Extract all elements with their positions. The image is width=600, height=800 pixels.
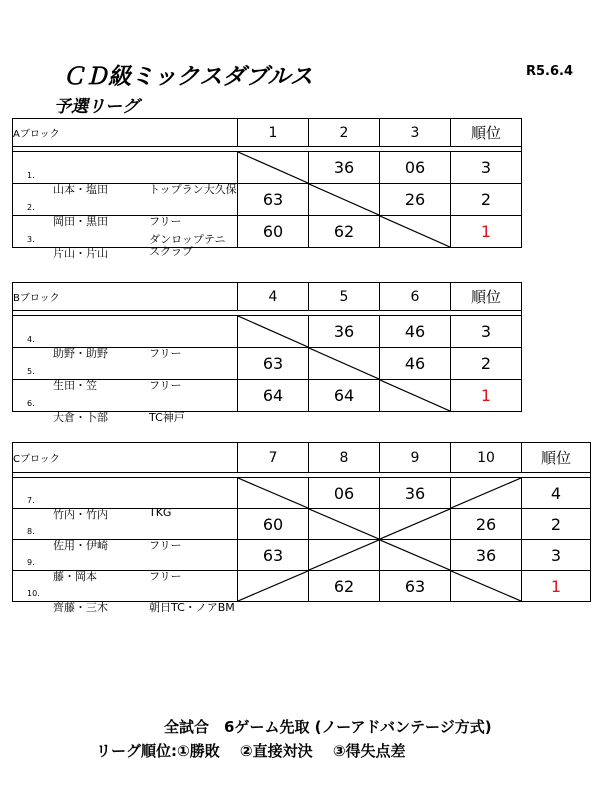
affiliation: 朝日TC・ノアBM [149, 601, 235, 614]
score-cell: 06 [309, 478, 380, 509]
page-subtitle: 予選リーグ [54, 97, 139, 117]
score-cell: 26 [380, 184, 451, 216]
affiliation: フリー [149, 346, 182, 360]
block-c-table [12, 442, 591, 614]
score-cell: 63 [380, 571, 451, 602]
diagonal-line [380, 216, 450, 247]
block-name: Cブロック [13, 443, 238, 473]
score-cell: 46 [380, 348, 451, 380]
rank-cell: 3 [451, 316, 522, 348]
table-row [13, 571, 591, 602]
row-index: 4. [27, 334, 35, 344]
no-match-cell [238, 571, 309, 602]
table-row [13, 478, 591, 509]
row-index: 6. [27, 398, 35, 408]
match-format-note: 全試合 6ゲーム先取 (ノーアドバンテージ方式) [164, 718, 492, 736]
block-b-table [12, 282, 522, 424]
rank-cell: 3 [451, 152, 522, 184]
column-header: 2 [309, 119, 380, 147]
rank-cell: 2 [451, 348, 522, 380]
affiliation: フリー [149, 570, 182, 583]
self-match-cell [238, 152, 309, 184]
diagonal-line [238, 152, 308, 183]
rank-cell-winner: 1 [522, 571, 591, 602]
block-a-table [12, 118, 522, 260]
score-cell: 62 [309, 571, 380, 602]
cross-line [451, 478, 521, 508]
rank-header: 順位 [522, 443, 591, 473]
diagonal-line [238, 316, 308, 347]
affiliation: フリー [149, 378, 182, 392]
row-index: 2. [27, 202, 35, 212]
score-cell: 36 [309, 316, 380, 348]
score-cell: 36 [309, 152, 380, 184]
self-match-cell [309, 184, 380, 216]
rank-header: 順位 [451, 283, 522, 311]
table-row [13, 316, 522, 348]
self-match-cell [238, 478, 309, 509]
affiliation: TKG [149, 506, 172, 519]
affiliation: TC神戸 [149, 410, 185, 424]
score-cell: 62 [309, 216, 380, 248]
diagonal-line [309, 509, 379, 539]
no-match-cell [380, 509, 451, 540]
score-cell: 64 [238, 380, 309, 412]
row-index: 5. [27, 366, 35, 376]
row-index: 7. [27, 496, 35, 505]
affiliation: ダンロップテニスクラブ [149, 232, 226, 258]
self-match-cell [380, 540, 451, 571]
player-names: 山本・塩田 [53, 182, 108, 196]
player-names: 大倉・卜部 [53, 410, 108, 424]
column-header: 6 [380, 283, 451, 311]
player-names: 竹内・竹内 [53, 508, 108, 521]
table-row [13, 184, 522, 216]
player-names: 岡田・黒田 [53, 214, 108, 228]
column-header: 1 [238, 119, 309, 147]
self-match-cell [451, 571, 522, 602]
diagonal-line [451, 571, 521, 601]
table-row [13, 540, 591, 571]
table-row [13, 348, 522, 380]
score-cell: 06 [380, 152, 451, 184]
affiliation: フリー [149, 214, 182, 228]
column-header: 3 [380, 119, 451, 147]
diagonal-line [380, 380, 450, 411]
column-header: 4 [238, 283, 309, 311]
cross-line [238, 571, 308, 601]
cross-line [309, 540, 379, 570]
table-row [13, 380, 522, 412]
diagonal-line [309, 184, 379, 215]
score-cell: 64 [309, 380, 380, 412]
column-header: 7 [238, 443, 309, 473]
row-index: 10. [27, 589, 40, 598]
diagonal-line [309, 348, 379, 379]
score-cell: 26 [451, 509, 522, 540]
score-cell: 46 [380, 316, 451, 348]
rank-cell: 2 [522, 509, 591, 540]
self-match-cell [380, 380, 451, 412]
cross-line [380, 509, 450, 539]
score-cell: 36 [380, 478, 451, 509]
no-match-cell [309, 540, 380, 571]
column-header: 10 [451, 443, 522, 473]
rank-header: 順位 [451, 119, 522, 147]
diagonal-line [380, 540, 450, 570]
row-index: 3. [27, 234, 35, 244]
table-row [13, 216, 522, 248]
self-match-cell [309, 348, 380, 380]
affiliation: フリー [149, 539, 182, 552]
player-names: 片山・片山 [53, 246, 108, 260]
score-cell: 60 [238, 509, 309, 540]
rank-cell: 3 [522, 540, 591, 571]
block-name: Bブロック [13, 283, 238, 311]
table-row [13, 152, 522, 184]
player-names: 藤・岡本 [53, 570, 97, 583]
self-match-cell [309, 509, 380, 540]
score-cell: 60 [238, 216, 309, 248]
self-match-cell [380, 216, 451, 248]
row-index: 8. [27, 527, 35, 536]
rank-cell-winner: 1 [451, 216, 522, 248]
column-header: 5 [309, 283, 380, 311]
score-cell: 63 [238, 540, 309, 571]
player-names: 生田・笠 [53, 378, 97, 392]
player-names: 齊藤・三木 [53, 601, 108, 614]
block-name: Aブロック [13, 119, 238, 147]
player-names: 助野・助野 [53, 346, 108, 360]
rank-cell: 4 [522, 478, 591, 509]
score-cell: 63 [238, 348, 309, 380]
diagonal-line [238, 478, 308, 508]
row-index: 9. [27, 558, 35, 567]
ranking-rules-note: リーグ順位:①勝敗 ②直接対決 ③得失点差 [96, 742, 406, 760]
event-date: R5.6.4 [526, 64, 574, 79]
affiliation: トップラン大久保 [149, 182, 237, 196]
self-match-cell [238, 316, 309, 348]
rank-cell-winner: 1 [451, 380, 522, 412]
player-names: 佐用・伊崎 [53, 539, 108, 552]
score-cell: 36 [451, 540, 522, 571]
no-match-cell [451, 478, 522, 509]
column-header: 9 [380, 443, 451, 473]
table-row [13, 509, 591, 540]
row-index: 1. [27, 170, 35, 180]
column-header: 8 [309, 443, 380, 473]
rank-cell: 2 [451, 184, 522, 216]
page-title: ＣＤ級ミックスダブルス [62, 64, 313, 90]
score-cell: 63 [238, 184, 309, 216]
